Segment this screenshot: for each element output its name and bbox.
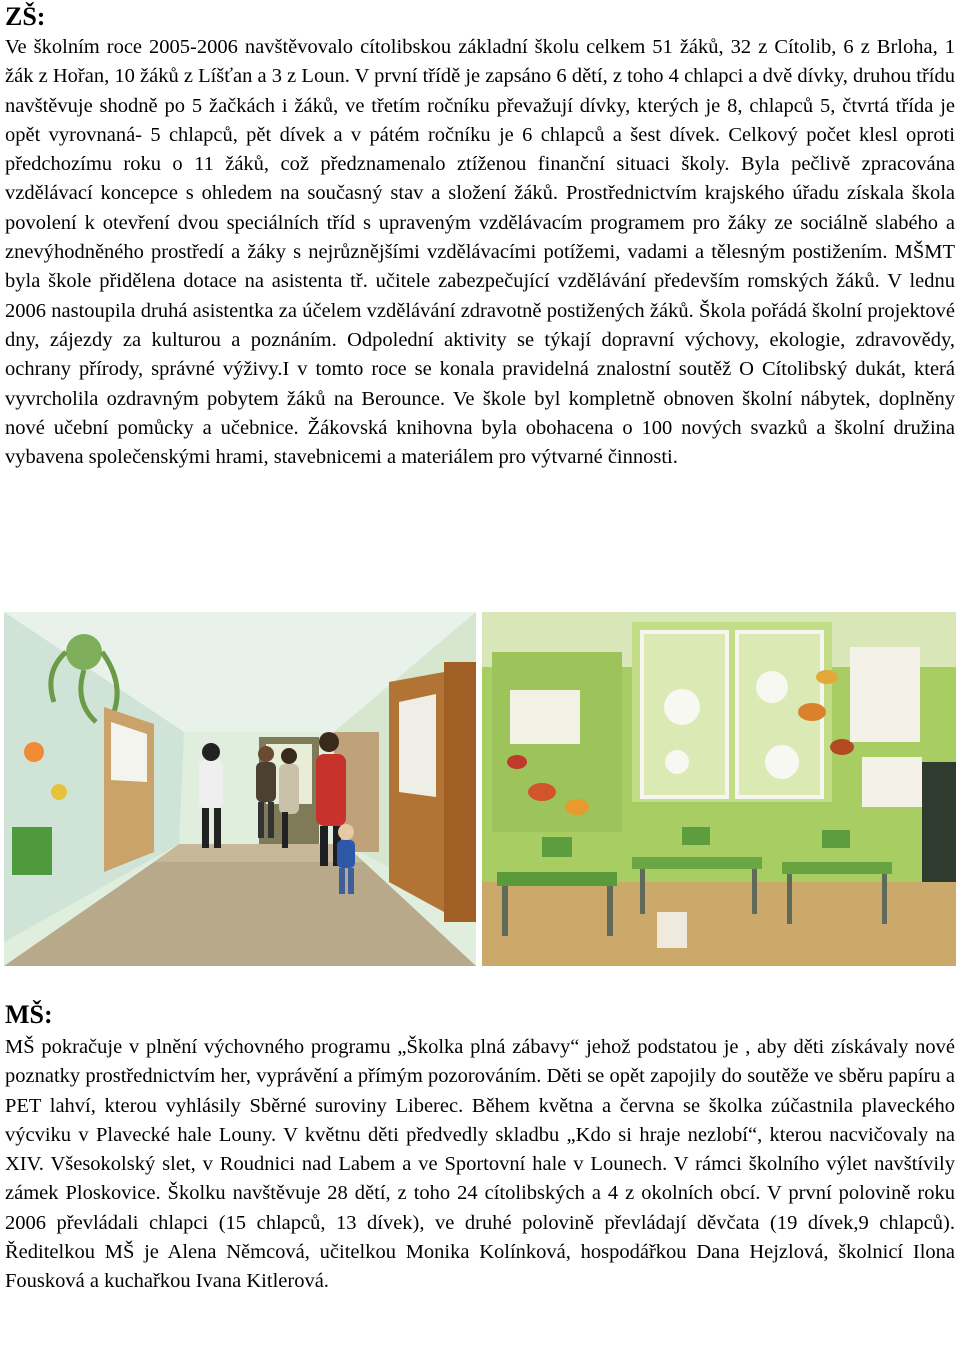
school-corridor-photo xyxy=(4,612,476,966)
zs-paragraph: Ve školním roce 2005-2006 navštěvovalo cítolibskou základní školu celkem 51 žáků, 32 z Cítolib, 6 z Brloha, 1 žák z Hořan, 10 žáků z Líšťan a 3 z Loun. V první třídě je zapsáno 6 dětí, z toho 4 chlapci a dvě dívky, druhou třídu navštěvuje shodně po 5 žačkách i žáků, ve třetím ročníku převažují dívky, kterých je 8, chlapců 5, čtvrtá třída je opět vyrovnaná- 5 chlapců, pět dívek a v pátém ročníku je 6 chlapců a šest dívek. Celkový počet klesl oproti předchozímu roku o 11 žáků, což předznamenalo ztíženou finanční situaci školy. Byla pečlivě zpracována vzdělávací koncepce s ohledem na současný stav a složení žáků. Prostřednictvím krajského úřadu získala škola povolení k otevření dvou speciálních tříd s upraveným vzdělávacím programem pro žáky ze sociálně slabého a znevýhodněného prostředí a žáky s nejrůznějšími vzdělávacími potížemi, vadami a tělesným postižením. MŠMT byla škole přidělena dotace na asistenta tř. učitele zabezpečující vzdělávání především romských žáků. V lednu 2006 nastoupila druhá asistentka za účelem vzdělávání zdravotně postižených žáků. Škola pořádá školní projektové dny, zájezdy za kulturou a poznáním. Odpolední aktivity se týkají dopravní výchovy, ekologie, zdravovědy, ochrany přírody, správné výživy.I v tomto roce se konala pravidelná znalostní soutěž O Cítolibský dukát, která vyvrcholila ozdravným pobytem žáků na Berounce. Ve škole byl kompletně obnoven školní nábytek, doplněny nové učební pomůcky a učebnice. Žákovská knihovna byla obohacena o 100 nových svazků a školní družina vybavena společenskými hrami, stavebnicemi a materiálem pro výtvarné činnosti. xyxy=(5,36,955,469)
zs-heading: ZŠ: xyxy=(5,2,46,31)
ms-paragraph: MŠ pokračuje v plnění výchovného programu „Školka plná zábavy“ jehož podstatou je , aby děti získávaly nové poznatky prostřednictvím her, vyprávění a přímým pozorováním. Děti se opět zapojily do soutěže ve sběru papíru a PET lahví, kterou vyhlásily Sběrné suroviny Liberec. Během května a června se školka zúčastnila plaveckého výcviku v Plavecké hale Louny. V květnu děti předvedly skladbu „Kdo si hraje nezlobí“, kterou nacvičovaly na XIV. Všesokolský slet, v Roudnici nad Labem a ve Sportovní hale v Lounech. V rámci školního výlet navštívily zámek Ploskovice. Školku navštěvuje 28 dětí, z toho 24 cítolibských a 4 z okolních obcí. V první polovině roku 2006 převládali chlapci (15 chlapců, 13 dívek), ve druhé polovině převládají děvčata (19 dívek,9 chlapců). Ředitelkou MŠ je Alena Němcová, učitelkou Monika Kolínková, hospodářkou Dana Hejzlová, školnicí Ilona Fousková a kuchařkou Ivana Kitlerová. xyxy=(5,1036,955,1293)
ms-heading: MŠ: xyxy=(5,1000,53,1029)
classroom-photo xyxy=(482,612,956,966)
